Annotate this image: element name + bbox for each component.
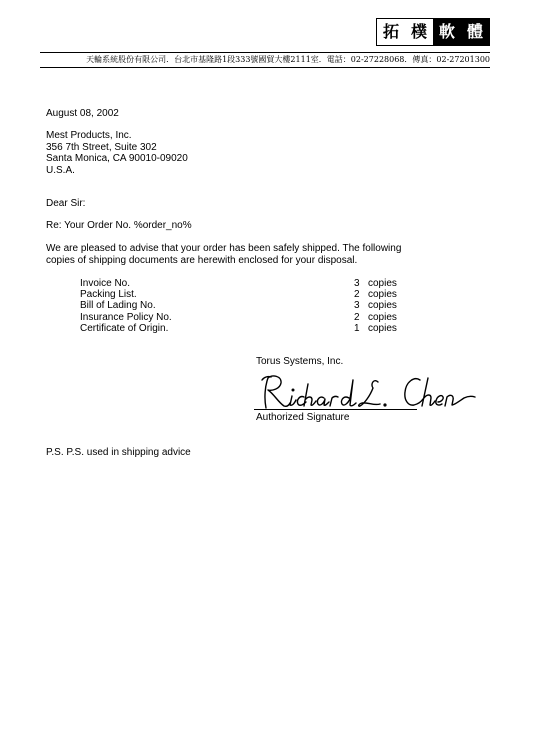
document-count: 2	[354, 289, 360, 301]
document-unit: copies	[368, 322, 397, 334]
document-count: 3	[354, 278, 360, 289]
header-rule-top	[40, 52, 490, 53]
list-item	[80, 278, 400, 289]
document-name: Bill of Lading No.	[80, 300, 156, 312]
header-rule-bottom	[40, 67, 490, 68]
letter-date: August 08, 2002	[46, 108, 119, 119]
list-item	[80, 323, 400, 334]
document-unit: copies	[368, 278, 397, 289]
address-line: Mest Products, Inc.	[46, 130, 132, 141]
document-unit: copies	[368, 300, 397, 312]
document-count: 2	[354, 311, 360, 323]
document-name: Invoice No.	[80, 278, 131, 289]
logo-char: 體	[461, 19, 489, 45]
document-unit: copies	[368, 289, 397, 301]
recipient-address	[46, 130, 188, 176]
list-item	[80, 289, 400, 300]
address-line: U.S.A.	[46, 164, 75, 176]
postscript: P.S. P.S. used in shipping advice	[46, 447, 191, 458]
signature-line	[254, 409, 417, 410]
enclosed-documents-list	[80, 278, 400, 334]
document-count: 3	[354, 300, 360, 312]
signature-title: Authorized Signature	[256, 412, 350, 423]
list-item	[80, 300, 400, 311]
logo-char: 軟	[433, 19, 461, 45]
body-paragraph: We are pleased to advise that your order has been safely shipped. The following copies of shipping documents are herewith enclosed for your disposal.	[46, 243, 402, 266]
list-item	[80, 312, 400, 323]
document-name: Packing List.	[80, 289, 137, 301]
signer-company: Torus Systems, Inc.	[256, 356, 344, 367]
reference-line: Re: Your Order No. %order_no%	[46, 220, 192, 231]
document-unit: copies	[368, 311, 397, 323]
company-info-line: 天輪系統股份有限公司．台北市基隆路1段333號國貿大樓2111室．電話：02-27228068．傳真：02-27201300	[86, 55, 490, 64]
logo-char: 樸	[410, 22, 427, 41]
greeting: Dear Sir:	[46, 198, 86, 209]
company-logo	[376, 18, 490, 46]
address-line: 356 7th Street, Suite 302	[46, 141, 157, 153]
document-name: Insurance Policy No.	[80, 311, 172, 323]
logo-char: 拓	[382, 22, 399, 41]
address-line: Santa Monica, CA 90010-09020	[46, 153, 188, 164]
document-count: 1	[354, 322, 360, 334]
document-name: Certificate of Origin.	[80, 322, 169, 334]
